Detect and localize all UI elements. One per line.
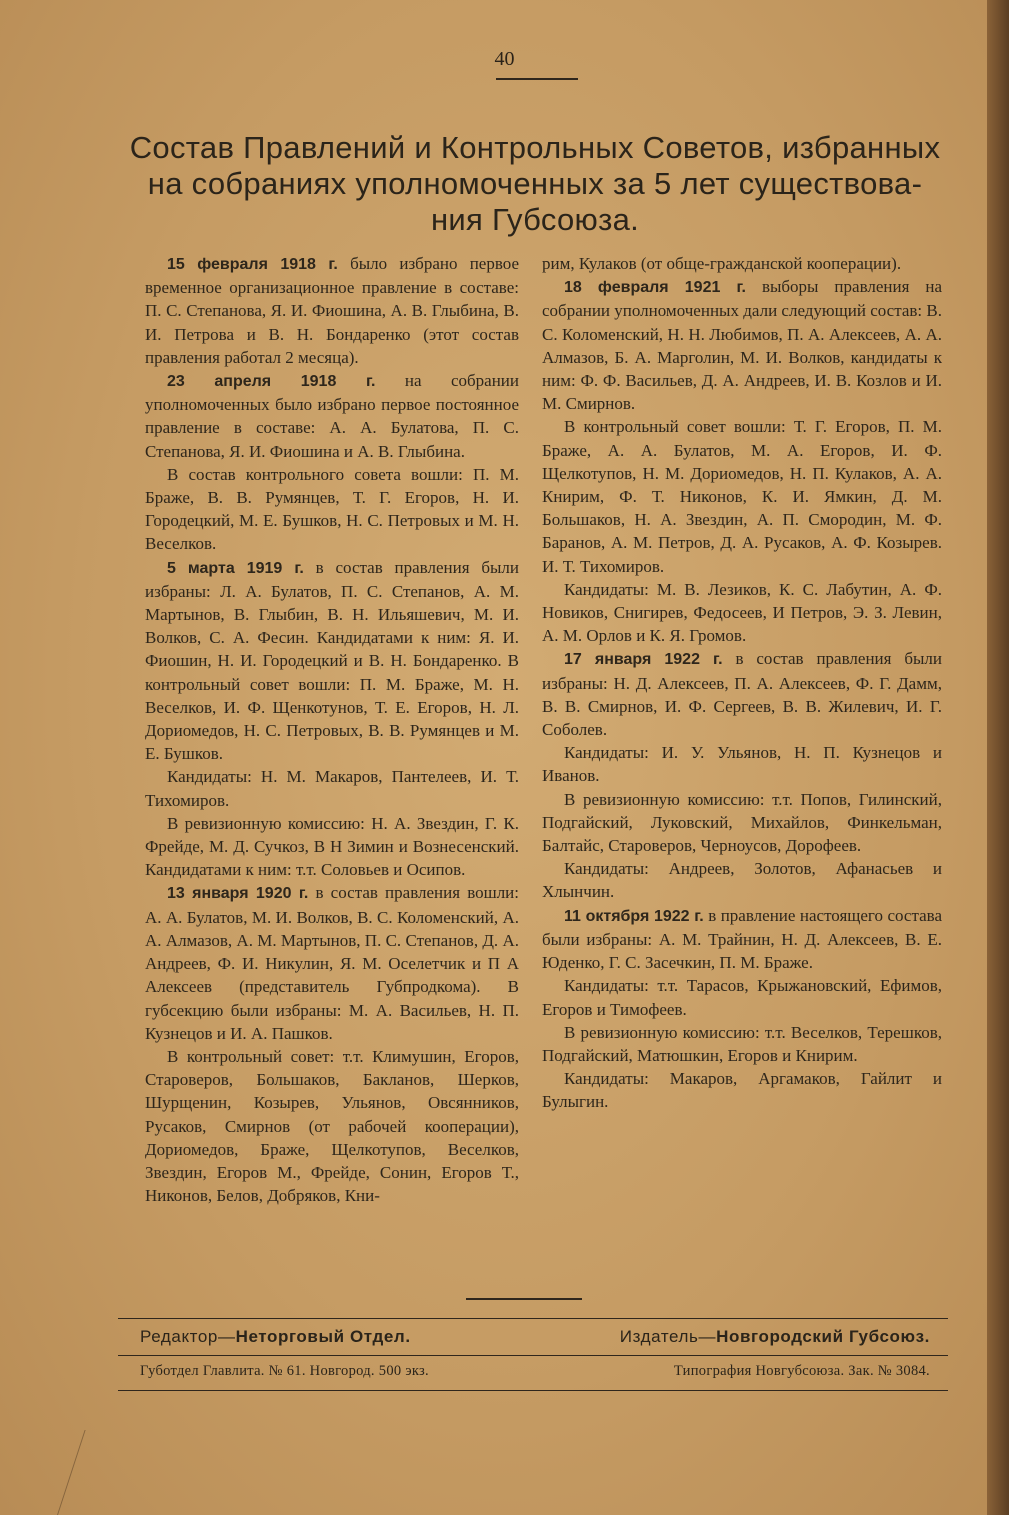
paragraph-audit-commission-1919: В ревизионную комиссию: Н. А. Звездин, Г. К. Фрейде, М. Д. Сучкоз, В Н Зимин и Вознесенский. Кандидатами к ним: т.т. Соловьев и Осипов. [145,813,519,880]
publisher-value: Новгородский Губсоюз. [716,1327,930,1346]
paragraph-candidates-1922-jan: Кандидаты: И. У. Ульянов, Н. П. Кузнецов и Иванов. [542,743,942,786]
title-line-3: ния Губсоюза. [430,202,640,237]
paragraph-1918-apr [145,369,519,463]
footer-bottom-rule [118,1390,948,1391]
imprint-line [140,1327,930,1347]
paragraph-candidates-1922-oct: Кандидаты: т.т. Тарасов, Крыжановский, Ефимов, Егоров и Тимофеев. [542,976,942,1019]
paragraph-text: в состав правления были избраны: Л. А. Булатов, П. С. Степанов, А. М. Мартынов, В. Глыбин, В. Н. Ильяшевич, М. И. Волков, С. А. Фесин. Кандидатами к ним: Я. И. Фиошин, Н. И. Городецкий и В. Н. Бондаренко. В контрольный совет вошли: П. М. Браже, М. Н. Веселков, И. Ф. Щенкотунов, Т. Е. Егоров, Н. Л. Дориомедов, Н. С. Петровых, В. В. Румянцев и М. Е. Бушков. [145,557,519,764]
date-heading: 5 марта 1919 г. [167,559,304,577]
page-title [118,130,952,238]
publisher-label: Издатель— [619,1327,717,1346]
title-line-2: на собраниях уполномоченных за 5 лет существова- [147,166,923,201]
date-heading: 13 января 1920 г. [167,885,309,903]
right-column [542,252,942,1114]
publisher-credit [620,1327,930,1347]
book-spine-edge [987,0,1009,1515]
paragraph-audit-candidates-1922-jan: Кандидаты: Андреев, Золотов, Афанасьев и Хлынчин. [542,859,942,902]
page-number-underline [496,78,578,80]
paragraph-audit-candidates-1922-oct: Кандидаты: Макаров, Аргамаков, Гайлит и Булыгин. [542,1069,942,1112]
paragraph-text: в правление настоящего состава были избраны: А. М. Трайнин, Н. Д. Алексеев, В. Е. Юденко, Г. С. Засечкин, П. М. Браже. [542,905,942,973]
page-number: 40 [494,48,515,70]
editor-label: Редактор— [140,1327,236,1346]
paragraph-text: было избрано первое временное организационное правление в составе: П. С. Степанова, Я. И. Фиошина, А. В. Глыбина, В. И. Петрова и В. Н. Бондаренко (этот состав правления работал 2 месяца). [145,254,519,367]
paragraph-1922-oct [542,904,942,975]
paragraph-1918-feb [145,252,519,369]
left-column [145,252,519,1207]
date-heading: 15 февраля 1918 г. [167,256,338,273]
paragraph-text: выборы правления на собрании уполномоченных дали следующий состав: В. С. Коломенский, Н. Н. Любимов, П. А. Алексеев, А. А. Алмазов, Б. А. Марголин, М. И. Волков, кандидаты к ним: Ф. Ф. Васильев, Д. А. Андреев, И. В. Козлов и И. М. Смирнов. [542,277,942,414]
paragraph-1922-jan [542,647,942,741]
paragraph-audit-commission-1922-oct: В ревизионную комиссию: т.т. Веселков, Терешков, Подгайский, Матюшкин, Егоров и Книрим. [542,1022,942,1065]
paragraph-1919-mar [145,556,519,766]
paragraph-candidates-1921: Кандидаты: М. В. Лезиков, К. С. Лабутин, А. Ф. Новиков, Снигирев, Федосеев, И Петров, Э. З. Левин, А. М. Орлов и К. Я. Громов. [542,579,942,646]
date-heading: 18 февраля 1921 г. [564,279,747,297]
paragraph-audit-commission-1922-jan: В ревизионную комиссию: т.т. Попов, Гилинский, Подгайский, Луковский, Михайлов, Финкельман, Балтайс, Староверов, Черноусов, Дорофеев. [542,789,942,856]
paragraph-1920-jan [145,881,519,1044]
footer-top-rule [118,1318,948,1319]
paragraph-text: в состав правления вошли: А. А. Булатов, М. И. Волков, В. С. Коломенский, А. А. Алмазов, А. М. Мартынов, П. С. Степанов, Д. А. Андреев, Ф. И. Никулин, Я. М. Оселетчик и П А Алексеев (представитель Губпродкома). В губсекцию были избраны: М. А. Васильев, Н. П. Кузнецов и И. А. Пашков. [145,883,520,1043]
paragraph-text: на собрании уполномоченных было избрано первое постоянное правление в составе: А. А. Булатова, П. С. Степанова, Я. И. Фиошина и А. В. Глыбина. [145,371,519,461]
printer-info: Типография Новгубсоюза. Зак. № 3084. [673,1363,930,1379]
title-line-1: Состав Правлений и Контрольных Советов, избранных [129,130,941,165]
printing-line [140,1363,930,1380]
section-end-rule [466,1298,582,1300]
date-heading: 23 апреля 1918 г. [167,373,376,391]
paragraph-text: в состав правления были избраны: Н. Д. Алексеев, П. А. Алексеев, Ф. Г. Дамм, В. В. Смирнов, И. Ф. Сергеев, В. В. Жилевич, И. Г. Соболев. [542,649,942,740]
paragraph-control-council-1921: В контрольный совет вошли: Т. Г. Егоров, П. М. Браже, А. А. Булатов, М. А. Егоров, И. Ф. Щелкотупов, Н. М. Дориомедов, Н. П. Кулаков, А. А. Книрим, Ф. Т. Никонов, К. И. Ямкин, Д. М. Большаков, Н. А. Звездин, А. П. Смородин, М. Ф. Баранов, А. М. Петров, Д. А. Русаков, А. Ф. Козырев. И. Т. Тихомиров. [542,417,942,576]
censor-info: Губотдел Главлита. № 61. Новгород. 500 экз. [140,1363,429,1379]
paragraph-continuation: рим, Кулаков (от обще-гражданской кооперации). [542,254,902,273]
date-heading: 17 января 1922 г. [564,651,723,669]
paper-crease [55,1430,125,1515]
paragraph-control-council-1918: В состав контрольного совета вошли: П. М. Браже, В. В. Румянцев, Т. Г. Егоров, Н. И. Городецкий, М. Е. Бушков, Н. С. Петровых и М. Н. Веселков. [145,464,519,554]
editor-value: Неторговый Отдел. [235,1327,411,1346]
date-heading: 11 октября 1922 г. [564,907,704,925]
footer-middle-rule [118,1355,948,1356]
paragraph-1921-feb [542,275,942,415]
paragraph-candidates-1919: Кандидаты: Н. М. Макаров, Пантелеев, И. Т. Тихомиров. [145,767,519,810]
paragraph-control-council-1920: В контрольный совет: т.т. Климушин, Егоров, Староверов, Большаков, Бакланов, Шерков, Шурщенин, Козырев, Ульянов, Овсянников, Русаков, Смирнов (от рабочей кооперации), Дориомедов, Браже, Щелкотупов, Веселков, Звездин, Егоров М., Фрейде, Сонин, Егоров Т., Никонов, Белов, Добряков, Кни- [145,1046,519,1206]
editor-credit [140,1327,411,1347]
